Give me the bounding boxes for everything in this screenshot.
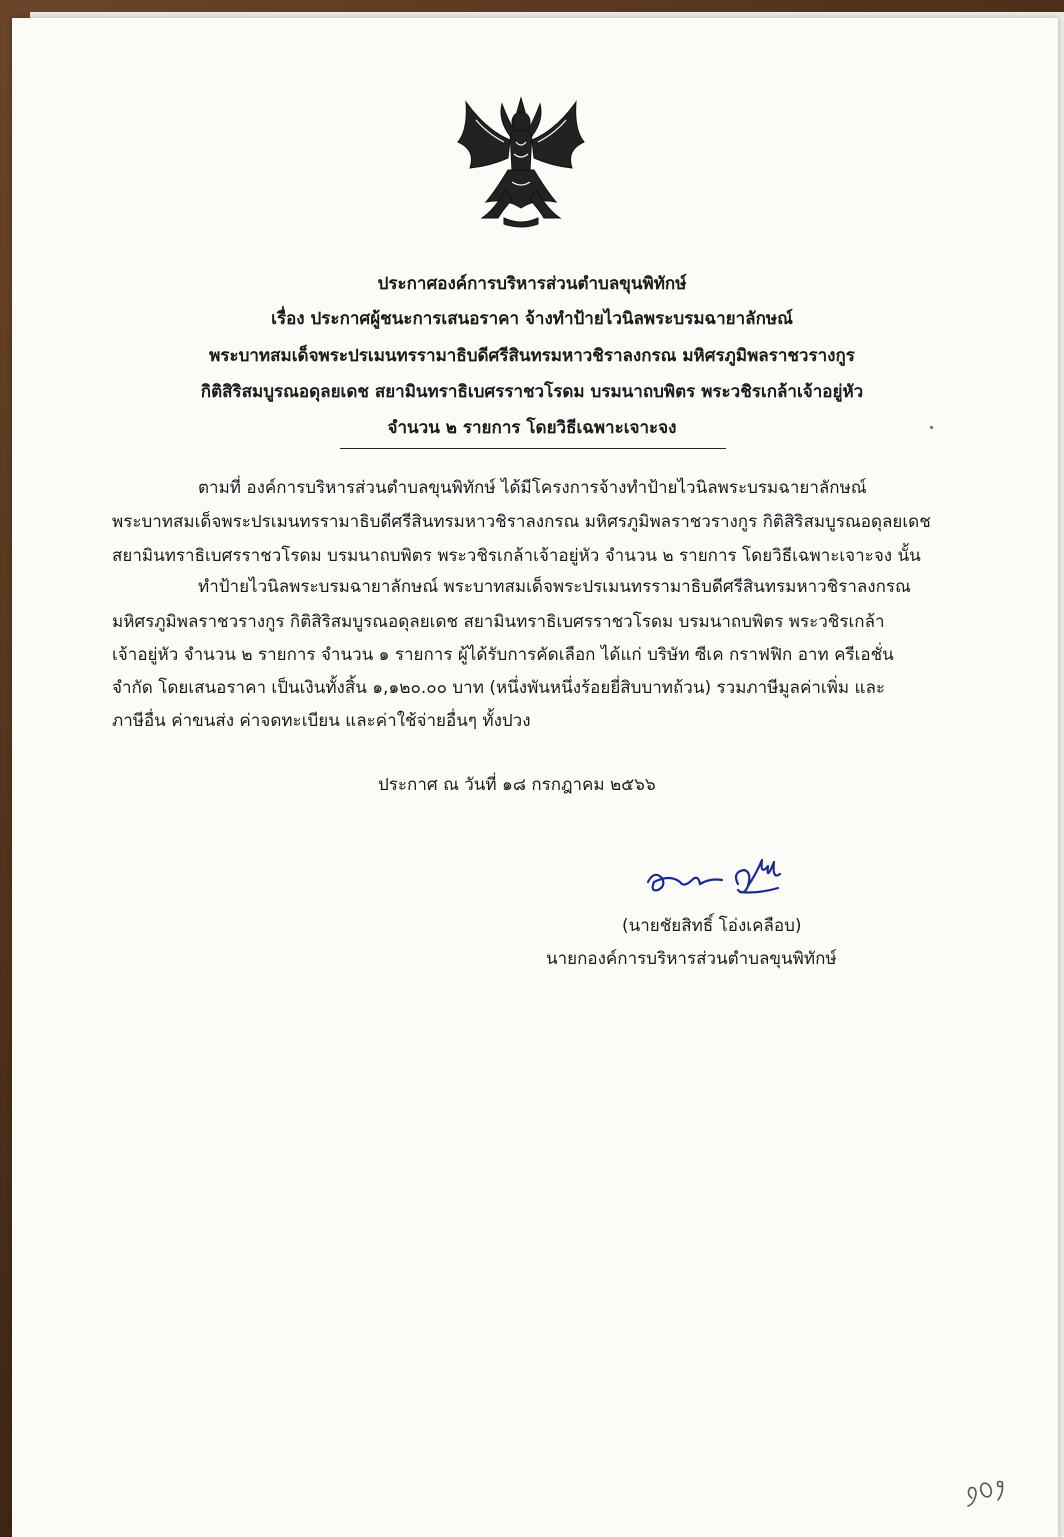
signature-mark (640, 852, 790, 902)
signatory-name: (นายชัยสิทธิ์ โอ่งเคลือบ) (622, 916, 802, 936)
garuda-emblem-icon (446, 90, 596, 230)
paragraph-2-line-3: เจ้าอยู่หัว จำนวน ๒ รายการ จำนวน ๑ รายการ ผู้ได้รับการคัดเลือก ได้แก่ บริษัท ซีเค กราฟฟิก อาท ครีเอชั่น (112, 645, 894, 665)
heading-line-5: จำนวน ๒ รายการ โดยวิธีเฉพาะเจาะจง (387, 418, 677, 438)
announce-date: ประกาศ ณ วันที่ ๑๘ กรกฎาคม ๒๕๖๖ (378, 775, 656, 795)
handwritten-page-number (962, 1470, 1012, 1510)
paragraph-1-line-2: พระบาทสมเด็จพระปรเมนทรรามาธิบดีศรีสินทรมหาวชิราลงกรณ มหิศรภูมิพลราชวรางกูร กิติสิริสมบูรณอดุลยเดช (112, 512, 931, 532)
heading-line-4: กิติสิริสมบูรณอดุลยเดช สยามินทราธิเบศรราชวโรดม บรมนาถบพิตร พระวชิรเกล้าเจ้าอยู่หัว (200, 382, 864, 402)
paragraph-2-line-5: ภาษีอื่น ค่าขนส่ง ค่าจดทะเบียน และค่าใช้จ่ายอื่นๆ ทั้งปวง (112, 711, 531, 731)
speck (930, 426, 933, 429)
paragraph-1-line-3: สยามินทราธิเบศรราชวโรดม บรมนาถบพิตร พระวชิรเกล้าเจ้าอยู่หัว จำนวน ๒ รายการ โดยวิธีเฉพาะเจาะจง นั้น (112, 546, 921, 566)
paragraph-1-line-1: ตามที่ องค์การบริหารส่วนตำบลขุนพิทักษ์ ได้มีโครงการจ้างทำป้ายไวนิลพระบรมฉายาลักษณ์ (198, 478, 867, 498)
heading-line-3: พระบาทสมเด็จพระปรเมนทรรามาธิบดีศรีสินทรมหาวชิราลงกรณ มหิศรภูมิพลราชวรางกูร (209, 346, 855, 366)
paragraph-2-line-1: ทำป้ายไวนิลพระบรมฉายาลักษณ์ พระบาทสมเด็จพระปรเมนทรรามาธิบดีศรีสินทรมหาวชิราลงกรณ (198, 577, 911, 597)
heading-divider (340, 448, 726, 449)
heading-line-2: เรื่อง ประกาศผู้ชนะการเสนอราคา จ้างทำป้ายไวนิลพระบรมฉายาลักษณ์ (271, 309, 793, 329)
signatory-title: นายกองค์การบริหารส่วนตำบลขุนพิทักษ์ (546, 949, 837, 969)
paragraph-2-line-2: มหิศรภูมิพลราชวรางกูร กิติสิริสมบูรณอดุลยเดช สยามินทราธิเบศรราชวโรดม บรมนาถบพิตร พระวชิรเกล้า (112, 612, 885, 632)
paragraph-2-line-4: จำกัด โดยเสนอราคา เป็นเงินทั้งสิ้น ๑,๑๒๐.๐๐ บาท (หนึ่งพันหนึ่งร้อยยี่สิบบาทถ้วน) รวมภาษีมูลค่าเพิ่ม และ (112, 678, 886, 698)
heading-line-1: ประกาศองค์การบริหารส่วนตำบลขุนพิทักษ์ (377, 274, 687, 294)
